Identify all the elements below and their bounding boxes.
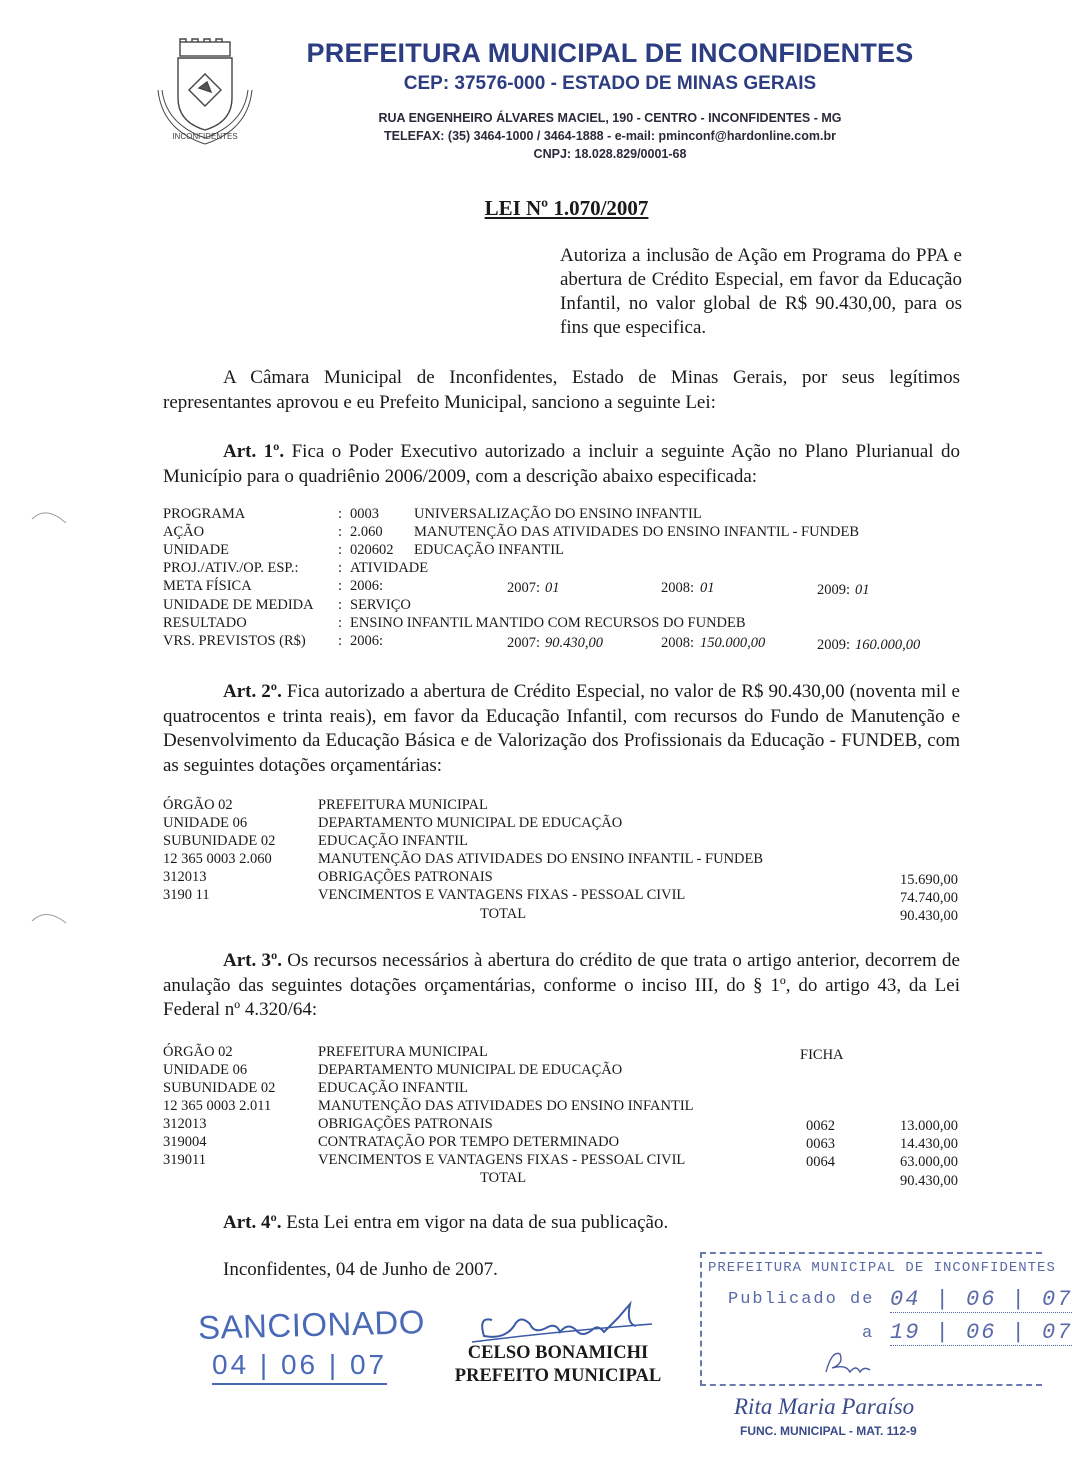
publication-stamp xyxy=(700,1252,1072,1386)
crest-label: INCONFIDENTES xyxy=(172,132,238,141)
sep: : xyxy=(338,542,343,558)
art3-value: 14.430,00 xyxy=(900,1136,958,1152)
sep: : xyxy=(338,560,343,576)
vrs-2008-label: 2008: xyxy=(661,635,695,651)
art4-label: Art. 4º. xyxy=(223,1212,282,1233)
unidade-desc: EDUCAÇÃO INFANTIL xyxy=(414,542,564,558)
sancionado-stamp-word: SANCIONADO xyxy=(197,1303,426,1346)
art2-code: 12 365 0003 2.060 xyxy=(163,851,272,867)
municipal-crest-icon xyxy=(150,38,260,148)
sep: : xyxy=(338,615,343,631)
art2-total-label: TOTAL xyxy=(480,906,527,922)
acao-label: AÇÃO xyxy=(163,524,205,540)
sep: : xyxy=(338,578,343,594)
art2-code: ÓRGÃO 02 xyxy=(163,797,233,813)
art2-desc: DEPARTAMENTO MUNICIPAL DE EDUCAÇÃO xyxy=(318,815,623,831)
stamp-line1-label: Publicado de xyxy=(728,1290,875,1309)
meta-2007-label: 2007: xyxy=(507,580,541,596)
vrs-2006: 2006: xyxy=(350,633,384,649)
sep: : xyxy=(338,524,343,540)
art3-code: SUBUNIDADE 02 xyxy=(163,1080,276,1096)
mayor-signature-icon xyxy=(462,1290,692,1350)
stamp-line1-date: 04 | 06 | 07 xyxy=(890,1287,1072,1312)
vrs-2009-label: 2009: xyxy=(817,637,851,653)
art2-desc: PREFEITURA MUNICIPAL xyxy=(318,797,488,813)
art3-code: 319004 xyxy=(163,1134,207,1150)
stamp-initials-icon xyxy=(820,1346,890,1378)
header-title: PREFEITURA MUNICIPAL DE INCONFIDENTES xyxy=(306,38,914,68)
art2-label: Art. 2º. xyxy=(223,681,282,702)
art1-label: Art. 1º. xyxy=(223,441,285,462)
mayor-name: CELSO BONAMICHI xyxy=(467,1343,649,1363)
art3-ficha: 0062 xyxy=(806,1118,835,1134)
header-telefax: TELEFAX: (35) 3464-1000 / 3464-1888 - e-mail: pminconf@hardonline.com.br xyxy=(384,129,836,143)
stamp-signer-name: Rita Maria Paraíso xyxy=(734,1394,915,1419)
header-cep-line: CEP: 37576-000 - ESTADO DE MINAS GERAIS xyxy=(403,73,817,94)
header-address: RUA ENGENHEIRO ÁLVARES MACIEL, 190 - CENTRO - INCONFIDENTES - MG xyxy=(378,111,842,125)
art2-code: 312013 xyxy=(163,869,207,885)
stamp-line2-label: a xyxy=(862,1324,873,1343)
preamble-text: A Câmara Municipal de Inconfidentes, Estado de Minas Gerais, por seus legítimos representantes aprovou e eu Prefeito Municipal, sanciono a seguinte Lei: xyxy=(163,367,960,413)
art3-label: Art. 3º. xyxy=(223,950,283,971)
stamp-line2-date: 19 | 06 | 07 xyxy=(890,1320,1072,1345)
sep: : xyxy=(338,597,343,613)
art3-value: 63.000,00 xyxy=(900,1154,958,1170)
art1-text: Fica o Poder Executivo autorizado a incluir a seguinte Ação no Plano Plurianual do Município para o quadriênio 2006/2009, com a descrição abaixo especificada: xyxy=(163,441,960,487)
art2-value: 74.740,00 xyxy=(900,890,958,906)
resultado-label: RESULTADO xyxy=(163,615,247,631)
art2-desc: EDUCAÇÃO INFANTIL xyxy=(318,833,468,849)
programa-label: PROGRAMA xyxy=(163,506,246,522)
stamp-header: PREFEITURA MUNICIPAL DE INCONFIDENTES xyxy=(708,1260,1056,1276)
art2-code: SUBUNIDADE 02 xyxy=(163,833,276,849)
art2-desc: MANUTENÇÃO DAS ATIVIDADES DO ENSINO INFANTIL - FUNDEB xyxy=(318,851,764,867)
scan-mark-icon xyxy=(30,505,70,525)
art2-total-value: 90.430,00 xyxy=(900,908,958,924)
acao-desc: MANUTENÇÃO DAS ATIVIDADES DO ENSINO INFANTIL - FUNDEB xyxy=(414,524,860,540)
programa-desc: UNIVERSALIZAÇÃO DO ENSINO INFANTIL xyxy=(414,506,702,522)
art3-total-value: 90.430,00 xyxy=(900,1173,958,1189)
law-ementa: Autoriza a inclusão de Ação em Programa do PPA e abertura de Crédito Especial, em favor da Educação Infantil, no valor global de R$ 90.430,00, para os fins que especifica. xyxy=(560,245,962,338)
header-cnpj: CNPJ: 18.028.829/0001-68 xyxy=(533,147,687,161)
art3-code: ÓRGÃO 02 xyxy=(163,1044,233,1060)
art2-value: 15.690,00 xyxy=(900,872,958,888)
art3-total-label: TOTAL xyxy=(480,1170,527,1186)
meta-2009-label: 2009: xyxy=(817,582,851,598)
ficha-header: FICHA xyxy=(800,1047,844,1063)
unidade-medida-desc: SERVIÇO xyxy=(350,597,411,613)
unidade-code: 020602 xyxy=(350,542,394,558)
resultado-desc: ENSINO INFANTIL MANTIDO COM RECURSOS DO FUNDEB xyxy=(350,615,746,631)
art3-desc: VENCIMENTOS E VANTAGENS FIXAS - PESSOAL CIVIL xyxy=(318,1152,686,1168)
meta-2008-label: 2008: xyxy=(661,580,695,596)
vrs-2007-label: 2007: xyxy=(507,635,541,651)
vrs-label: VRS. PREVISTOS (R$) xyxy=(163,633,306,649)
art3-code: 319011 xyxy=(163,1152,206,1168)
art3-desc: MANUTENÇÃO DAS ATIVIDADES DO ENSINO INFANTIL xyxy=(318,1098,694,1114)
vrs-2007-value: 90.430,00 xyxy=(545,635,603,651)
mayor-role: PREFEITO MUNICIPAL xyxy=(454,1366,662,1386)
art3-desc: PREFEITURA MUNICIPAL xyxy=(318,1044,488,1060)
stamp-signer-role: FUNC. MUNICIPAL - MAT. 112-9 xyxy=(740,1424,917,1438)
meta-2009-value: 01 xyxy=(855,582,870,598)
art3-text: Os recursos necessários à abertura do crédito de que trata o artigo anterior, decorrem de anulação das seguintes dotações orçamentárias, conforme o inciso III, do § 1º, do artigo 43, da Lei Federal nº 4.320/64: xyxy=(163,950,960,1020)
art1-paragraph xyxy=(163,440,960,489)
vrs-2008-value: 150.000,00 xyxy=(700,635,766,651)
art2-paragraph xyxy=(163,680,960,778)
unidade-medida-label: UNIDADE DE MEDIDA xyxy=(163,597,314,613)
sep: : xyxy=(338,506,343,522)
law-title: LEI Nº 1.070/2007 xyxy=(484,196,649,220)
art3-code: 312013 xyxy=(163,1116,207,1132)
art3-paragraph xyxy=(163,949,960,1023)
art3-code: UNIDADE 06 xyxy=(163,1062,248,1078)
art4-text: Esta Lei entra em vigor na data de sua publicação. xyxy=(286,1212,669,1233)
art3-desc: CONTRATAÇÃO POR TEMPO DETERMINADO xyxy=(318,1134,620,1150)
art3-desc: DEPARTAMENTO MUNICIPAL DE EDUCAÇÃO xyxy=(318,1062,623,1078)
meta-2008-value: 01 xyxy=(700,580,715,596)
art4-paragraph xyxy=(163,1211,960,1236)
art3-desc: EDUCAÇÃO INFANTIL xyxy=(318,1080,468,1096)
meta-label: META FÍSICA xyxy=(163,578,252,594)
sancionado-stamp-date: 04 | 06 | 07 xyxy=(212,1349,387,1385)
art3-value: 13.000,00 xyxy=(900,1118,958,1134)
proj-desc: ATIVIDADE xyxy=(350,560,429,576)
art2-code: 3190 11 xyxy=(163,887,210,903)
proj-label: PROJ./ATIV./OP. ESP.: xyxy=(163,560,299,576)
art2-text: Fica autorizado a abertura de Crédito Especial, no valor de R$ 90.430,00 (noventa mil e quatrocentos e trinta reais), em favor da Educação Infantil, com recursos do Fundo de Manutenção e Desenvolvimento da Educação Básica e de Valorização dos Profissionais da Educação - FUNDEB, com as seguintes dotações orçamentárias: xyxy=(163,681,960,776)
art3-desc: OBRIGAÇÕES PATRONAIS xyxy=(318,1116,493,1132)
unidade-label: UNIDADE xyxy=(163,542,230,558)
sep: : xyxy=(338,633,343,649)
art3-ficha: 0063 xyxy=(806,1136,835,1152)
art3-code: 12 365 0003 2.011 xyxy=(163,1098,272,1114)
acao-code: 2.060 xyxy=(350,524,383,540)
meta-2006: 2006: xyxy=(350,578,384,594)
date-line: Inconfidentes, 04 de Junho de 2007. xyxy=(223,1259,498,1280)
art2-desc: OBRIGAÇÕES PATRONAIS xyxy=(318,869,493,885)
art3-ficha: 0064 xyxy=(806,1154,835,1170)
programa-code: 0003 xyxy=(350,506,379,522)
scan-mark-icon xyxy=(30,905,70,925)
law-preamble xyxy=(163,366,960,415)
vrs-2009-value: 160.000,00 xyxy=(855,637,921,653)
art2-code: UNIDADE 06 xyxy=(163,815,248,831)
art2-desc: VENCIMENTOS E VANTAGENS FIXAS - PESSOAL CIVIL xyxy=(318,887,686,903)
meta-2007-value: 01 xyxy=(545,580,560,596)
